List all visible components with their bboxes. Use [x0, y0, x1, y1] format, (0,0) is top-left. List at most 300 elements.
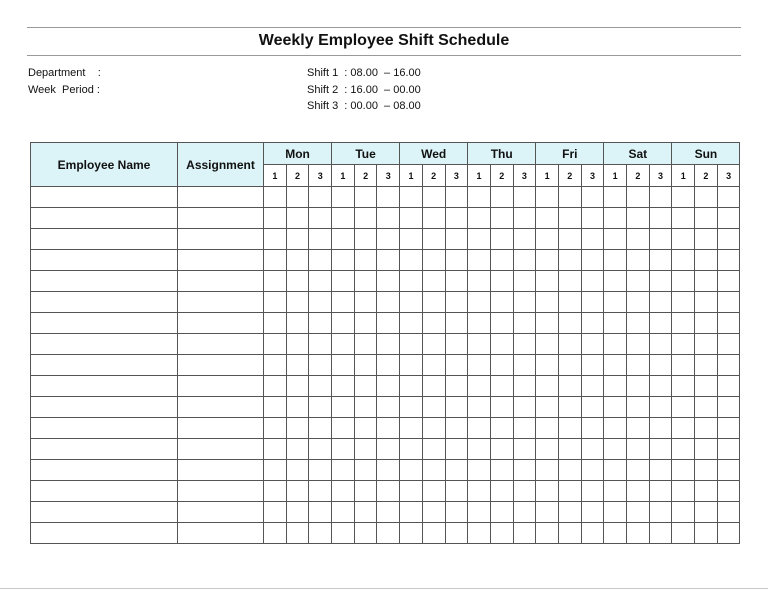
shift-cell[interactable]: [309, 229, 332, 250]
shift-cell[interactable]: [468, 250, 491, 271]
assignment-cell[interactable]: [178, 250, 264, 271]
shift-cell[interactable]: [717, 397, 740, 418]
shift-cell[interactable]: [717, 460, 740, 481]
assignment-cell[interactable]: [178, 376, 264, 397]
shift-cell[interactable]: [445, 418, 468, 439]
shift-cell[interactable]: [672, 460, 695, 481]
shift-cell[interactable]: [309, 208, 332, 229]
employee-name-cell[interactable]: [31, 376, 178, 397]
shift-cell[interactable]: [422, 355, 445, 376]
employee-name-cell[interactable]: [31, 439, 178, 460]
shift-cell[interactable]: [581, 292, 604, 313]
shift-cell[interactable]: [581, 523, 604, 544]
shift-cell[interactable]: [286, 397, 309, 418]
employee-name-cell[interactable]: [31, 523, 178, 544]
shift-cell[interactable]: [490, 250, 513, 271]
shift-cell[interactable]: [513, 250, 536, 271]
shift-cell[interactable]: [468, 313, 491, 334]
assignment-cell[interactable]: [178, 292, 264, 313]
shift-cell[interactable]: [309, 271, 332, 292]
shift-cell[interactable]: [286, 271, 309, 292]
shift-cell[interactable]: [422, 397, 445, 418]
shift-cell[interactable]: [672, 271, 695, 292]
shift-cell[interactable]: [264, 271, 287, 292]
shift-cell[interactable]: [627, 187, 650, 208]
shift-cell[interactable]: [286, 502, 309, 523]
shift-cell[interactable]: [445, 397, 468, 418]
shift-cell[interactable]: [400, 481, 423, 502]
shift-cell[interactable]: [286, 208, 309, 229]
shift-cell[interactable]: [468, 187, 491, 208]
shift-cell[interactable]: [717, 187, 740, 208]
shift-cell[interactable]: [422, 418, 445, 439]
shift-cell[interactable]: [468, 460, 491, 481]
shift-cell[interactable]: [422, 460, 445, 481]
shift-cell[interactable]: [377, 271, 400, 292]
shift-cell[interactable]: [604, 187, 627, 208]
assignment-cell[interactable]: [178, 229, 264, 250]
shift-cell[interactable]: [581, 355, 604, 376]
shift-cell[interactable]: [536, 397, 559, 418]
shift-cell[interactable]: [445, 355, 468, 376]
shift-cell[interactable]: [422, 334, 445, 355]
shift-cell[interactable]: [332, 187, 355, 208]
shift-cell[interactable]: [377, 208, 400, 229]
shift-cell[interactable]: [445, 460, 468, 481]
shift-cell[interactable]: [717, 271, 740, 292]
shift-cell[interactable]: [264, 418, 287, 439]
shift-cell[interactable]: [468, 523, 491, 544]
shift-cell[interactable]: [354, 418, 377, 439]
shift-cell[interactable]: [354, 187, 377, 208]
shift-cell[interactable]: [377, 376, 400, 397]
shift-cell[interactable]: [672, 376, 695, 397]
shift-cell[interactable]: [490, 229, 513, 250]
shift-cell[interactable]: [422, 313, 445, 334]
shift-cell[interactable]: [558, 355, 581, 376]
shift-cell[interactable]: [717, 481, 740, 502]
shift-cell[interactable]: [332, 460, 355, 481]
shift-cell[interactable]: [354, 481, 377, 502]
shift-cell[interactable]: [400, 523, 423, 544]
shift-cell[interactable]: [649, 481, 672, 502]
shift-cell[interactable]: [309, 313, 332, 334]
shift-cell[interactable]: [445, 187, 468, 208]
shift-cell[interactable]: [332, 502, 355, 523]
employee-name-cell[interactable]: [31, 250, 178, 271]
shift-cell[interactable]: [649, 187, 672, 208]
assignment-cell[interactable]: [178, 460, 264, 481]
assignment-cell[interactable]: [178, 439, 264, 460]
shift-cell[interactable]: [309, 481, 332, 502]
shift-cell[interactable]: [649, 460, 672, 481]
shift-cell[interactable]: [422, 502, 445, 523]
shift-cell[interactable]: [377, 502, 400, 523]
shift-cell[interactable]: [581, 229, 604, 250]
shift-cell[interactable]: [558, 292, 581, 313]
shift-cell[interactable]: [695, 208, 718, 229]
shift-cell[interactable]: [581, 187, 604, 208]
shift-cell[interactable]: [649, 502, 672, 523]
shift-cell[interactable]: [468, 418, 491, 439]
shift-cell[interactable]: [309, 439, 332, 460]
employee-name-cell[interactable]: [31, 397, 178, 418]
shift-cell[interactable]: [649, 418, 672, 439]
employee-name-cell[interactable]: [31, 355, 178, 376]
shift-cell[interactable]: [717, 250, 740, 271]
shift-cell[interactable]: [377, 523, 400, 544]
shift-cell[interactable]: [354, 502, 377, 523]
assignment-cell[interactable]: [178, 502, 264, 523]
shift-cell[interactable]: [649, 397, 672, 418]
shift-cell[interactable]: [581, 271, 604, 292]
employee-name-cell[interactable]: [31, 502, 178, 523]
shift-cell[interactable]: [286, 376, 309, 397]
shift-cell[interactable]: [695, 313, 718, 334]
shift-cell[interactable]: [490, 208, 513, 229]
shift-cell[interactable]: [695, 292, 718, 313]
shift-cell[interactable]: [558, 313, 581, 334]
shift-cell[interactable]: [581, 208, 604, 229]
shift-cell[interactable]: [672, 355, 695, 376]
shift-cell[interactable]: [672, 418, 695, 439]
shift-cell[interactable]: [717, 292, 740, 313]
shift-cell[interactable]: [513, 397, 536, 418]
shift-cell[interactable]: [286, 481, 309, 502]
shift-cell[interactable]: [536, 376, 559, 397]
shift-cell[interactable]: [400, 313, 423, 334]
shift-cell[interactable]: [354, 523, 377, 544]
shift-cell[interactable]: [558, 334, 581, 355]
shift-cell[interactable]: [377, 313, 400, 334]
shift-cell[interactable]: [604, 292, 627, 313]
shift-cell[interactable]: [400, 229, 423, 250]
shift-cell[interactable]: [354, 250, 377, 271]
shift-cell[interactable]: [581, 334, 604, 355]
shift-cell[interactable]: [695, 502, 718, 523]
shift-cell[interactable]: [604, 229, 627, 250]
shift-cell[interactable]: [264, 250, 287, 271]
shift-cell[interactable]: [581, 481, 604, 502]
shift-cell[interactable]: [445, 208, 468, 229]
shift-cell[interactable]: [445, 271, 468, 292]
shift-cell[interactable]: [422, 481, 445, 502]
shift-cell[interactable]: [400, 502, 423, 523]
shift-cell[interactable]: [581, 418, 604, 439]
shift-cell[interactable]: [627, 229, 650, 250]
shift-cell[interactable]: [649, 313, 672, 334]
shift-cell[interactable]: [400, 208, 423, 229]
shift-cell[interactable]: [422, 250, 445, 271]
shift-cell[interactable]: [468, 292, 491, 313]
assignment-cell[interactable]: [178, 187, 264, 208]
shift-cell[interactable]: [649, 229, 672, 250]
shift-cell[interactable]: [513, 229, 536, 250]
shift-cell[interactable]: [490, 292, 513, 313]
shift-cell[interactable]: [558, 523, 581, 544]
shift-cell[interactable]: [377, 481, 400, 502]
shift-cell[interactable]: [332, 229, 355, 250]
shift-cell[interactable]: [354, 208, 377, 229]
shift-cell[interactable]: [490, 397, 513, 418]
shift-cell[interactable]: [490, 460, 513, 481]
shift-cell[interactable]: [604, 523, 627, 544]
shift-cell[interactable]: [264, 292, 287, 313]
shift-cell[interactable]: [332, 376, 355, 397]
shift-cell[interactable]: [400, 439, 423, 460]
shift-cell[interactable]: [717, 355, 740, 376]
shift-cell[interactable]: [627, 481, 650, 502]
shift-cell[interactable]: [354, 460, 377, 481]
shift-cell[interactable]: [332, 292, 355, 313]
employee-name-cell[interactable]: [31, 418, 178, 439]
shift-cell[interactable]: [468, 271, 491, 292]
shift-cell[interactable]: [717, 439, 740, 460]
shift-cell[interactable]: [286, 460, 309, 481]
shift-cell[interactable]: [422, 229, 445, 250]
shift-cell[interactable]: [400, 271, 423, 292]
shift-cell[interactable]: [536, 355, 559, 376]
shift-cell[interactable]: [286, 250, 309, 271]
shift-cell[interactable]: [332, 481, 355, 502]
shift-cell[interactable]: [445, 334, 468, 355]
shift-cell[interactable]: [536, 229, 559, 250]
shift-cell[interactable]: [695, 334, 718, 355]
shift-cell[interactable]: [490, 439, 513, 460]
shift-cell[interactable]: [558, 502, 581, 523]
shift-cell[interactable]: [627, 397, 650, 418]
shift-cell[interactable]: [717, 229, 740, 250]
shift-cell[interactable]: [649, 250, 672, 271]
shift-cell[interactable]: [400, 397, 423, 418]
shift-cell[interactable]: [286, 292, 309, 313]
shift-cell[interactable]: [264, 355, 287, 376]
shift-cell[interactable]: [627, 250, 650, 271]
shift-cell[interactable]: [536, 523, 559, 544]
shift-cell[interactable]: [672, 292, 695, 313]
shift-cell[interactable]: [536, 208, 559, 229]
employee-name-cell[interactable]: [31, 187, 178, 208]
shift-cell[interactable]: [558, 229, 581, 250]
shift-cell[interactable]: [604, 313, 627, 334]
shift-cell[interactable]: [445, 481, 468, 502]
shift-cell[interactable]: [627, 355, 650, 376]
shift-cell[interactable]: [536, 334, 559, 355]
shift-cell[interactable]: [309, 250, 332, 271]
assignment-cell[interactable]: [178, 397, 264, 418]
shift-cell[interactable]: [490, 523, 513, 544]
shift-cell[interactable]: [468, 208, 491, 229]
shift-cell[interactable]: [422, 271, 445, 292]
shift-cell[interactable]: [558, 376, 581, 397]
shift-cell[interactable]: [286, 418, 309, 439]
shift-cell[interactable]: [354, 376, 377, 397]
employee-name-cell[interactable]: [31, 334, 178, 355]
shift-cell[interactable]: [332, 313, 355, 334]
assignment-cell[interactable]: [178, 418, 264, 439]
shift-cell[interactable]: [286, 187, 309, 208]
shift-cell[interactable]: [627, 313, 650, 334]
shift-cell[interactable]: [468, 229, 491, 250]
shift-cell[interactable]: [286, 229, 309, 250]
shift-cell[interactable]: [695, 397, 718, 418]
shift-cell[interactable]: [536, 481, 559, 502]
shift-cell[interactable]: [468, 376, 491, 397]
shift-cell[interactable]: [627, 523, 650, 544]
shift-cell[interactable]: [513, 187, 536, 208]
shift-cell[interactable]: [377, 250, 400, 271]
shift-cell[interactable]: [468, 439, 491, 460]
shift-cell[interactable]: [490, 481, 513, 502]
shift-cell[interactable]: [354, 313, 377, 334]
shift-cell[interactable]: [627, 334, 650, 355]
shift-cell[interactable]: [445, 376, 468, 397]
shift-cell[interactable]: [558, 208, 581, 229]
shift-cell[interactable]: [513, 523, 536, 544]
shift-cell[interactable]: [445, 502, 468, 523]
shift-cell[interactable]: [309, 292, 332, 313]
shift-cell[interactable]: [332, 439, 355, 460]
shift-cell[interactable]: [490, 271, 513, 292]
employee-name-cell[interactable]: [31, 208, 178, 229]
shift-cell[interactable]: [468, 397, 491, 418]
shift-cell[interactable]: [377, 334, 400, 355]
shift-cell[interactable]: [672, 187, 695, 208]
assignment-cell[interactable]: [178, 208, 264, 229]
shift-cell[interactable]: [695, 439, 718, 460]
assignment-cell[interactable]: [178, 271, 264, 292]
shift-cell[interactable]: [264, 481, 287, 502]
shift-cell[interactable]: [581, 502, 604, 523]
shift-cell[interactable]: [604, 250, 627, 271]
shift-cell[interactable]: [627, 460, 650, 481]
shift-cell[interactable]: [649, 376, 672, 397]
shift-cell[interactable]: [536, 502, 559, 523]
shift-cell[interactable]: [377, 187, 400, 208]
shift-cell[interactable]: [717, 334, 740, 355]
shift-cell[interactable]: [354, 334, 377, 355]
shift-cell[interactable]: [377, 397, 400, 418]
shift-cell[interactable]: [422, 523, 445, 544]
shift-cell[interactable]: [377, 439, 400, 460]
shift-cell[interactable]: [672, 208, 695, 229]
shift-cell[interactable]: [672, 439, 695, 460]
shift-cell[interactable]: [649, 355, 672, 376]
shift-cell[interactable]: [332, 355, 355, 376]
shift-cell[interactable]: [513, 376, 536, 397]
shift-cell[interactable]: [604, 208, 627, 229]
shift-cell[interactable]: [332, 271, 355, 292]
shift-cell[interactable]: [513, 481, 536, 502]
shift-cell[interactable]: [695, 523, 718, 544]
shift-cell[interactable]: [286, 334, 309, 355]
shift-cell[interactable]: [445, 229, 468, 250]
employee-name-cell[interactable]: [31, 481, 178, 502]
shift-cell[interactable]: [354, 271, 377, 292]
shift-cell[interactable]: [558, 481, 581, 502]
shift-cell[interactable]: [422, 208, 445, 229]
shift-cell[interactable]: [264, 439, 287, 460]
shift-cell[interactable]: [717, 313, 740, 334]
shift-cell[interactable]: [536, 292, 559, 313]
shift-cell[interactable]: [264, 187, 287, 208]
shift-cell[interactable]: [445, 292, 468, 313]
shift-cell[interactable]: [558, 439, 581, 460]
shift-cell[interactable]: [558, 460, 581, 481]
shift-cell[interactable]: [422, 376, 445, 397]
shift-cell[interactable]: [536, 418, 559, 439]
shift-cell[interactable]: [445, 523, 468, 544]
shift-cell[interactable]: [400, 355, 423, 376]
shift-cell[interactable]: [604, 418, 627, 439]
shift-cell[interactable]: [581, 376, 604, 397]
shift-cell[interactable]: [354, 439, 377, 460]
shift-cell[interactable]: [672, 523, 695, 544]
shift-cell[interactable]: [332, 418, 355, 439]
shift-cell[interactable]: [649, 208, 672, 229]
shift-cell[interactable]: [695, 271, 718, 292]
employee-name-cell[interactable]: [31, 271, 178, 292]
shift-cell[interactable]: [445, 439, 468, 460]
shift-cell[interactable]: [695, 376, 718, 397]
shift-cell[interactable]: [604, 481, 627, 502]
shift-cell[interactable]: [513, 502, 536, 523]
shift-cell[interactable]: [445, 313, 468, 334]
shift-cell[interactable]: [354, 292, 377, 313]
shift-cell[interactable]: [581, 460, 604, 481]
shift-cell[interactable]: [717, 502, 740, 523]
shift-cell[interactable]: [695, 187, 718, 208]
shift-cell[interactable]: [377, 229, 400, 250]
shift-cell[interactable]: [695, 355, 718, 376]
employee-name-cell[interactable]: [31, 313, 178, 334]
shift-cell[interactable]: [672, 334, 695, 355]
shift-cell[interactable]: [490, 187, 513, 208]
shift-cell[interactable]: [649, 271, 672, 292]
shift-cell[interactable]: [332, 523, 355, 544]
shift-cell[interactable]: [581, 250, 604, 271]
shift-cell[interactable]: [332, 208, 355, 229]
shift-cell[interactable]: [377, 460, 400, 481]
shift-cell[interactable]: [627, 418, 650, 439]
shift-cell[interactable]: [286, 523, 309, 544]
shift-cell[interactable]: [400, 250, 423, 271]
shift-cell[interactable]: [332, 334, 355, 355]
shift-cell[interactable]: [490, 313, 513, 334]
shift-cell[interactable]: [627, 376, 650, 397]
shift-cell[interactable]: [581, 313, 604, 334]
shift-cell[interactable]: [332, 397, 355, 418]
shift-cell[interactable]: [536, 187, 559, 208]
shift-cell[interactable]: [400, 334, 423, 355]
assignment-cell[interactable]: [178, 523, 264, 544]
shift-cell[interactable]: [490, 418, 513, 439]
shift-cell[interactable]: [672, 397, 695, 418]
shift-cell[interactable]: [536, 460, 559, 481]
shift-cell[interactable]: [604, 271, 627, 292]
shift-cell[interactable]: [286, 313, 309, 334]
shift-cell[interactable]: [354, 355, 377, 376]
shift-cell[interactable]: [400, 187, 423, 208]
shift-cell[interactable]: [581, 439, 604, 460]
shift-cell[interactable]: [377, 292, 400, 313]
shift-cell[interactable]: [309, 460, 332, 481]
shift-cell[interactable]: [627, 439, 650, 460]
shift-cell[interactable]: [513, 208, 536, 229]
assignment-cell[interactable]: [178, 481, 264, 502]
shift-cell[interactable]: [581, 397, 604, 418]
shift-cell[interactable]: [627, 208, 650, 229]
